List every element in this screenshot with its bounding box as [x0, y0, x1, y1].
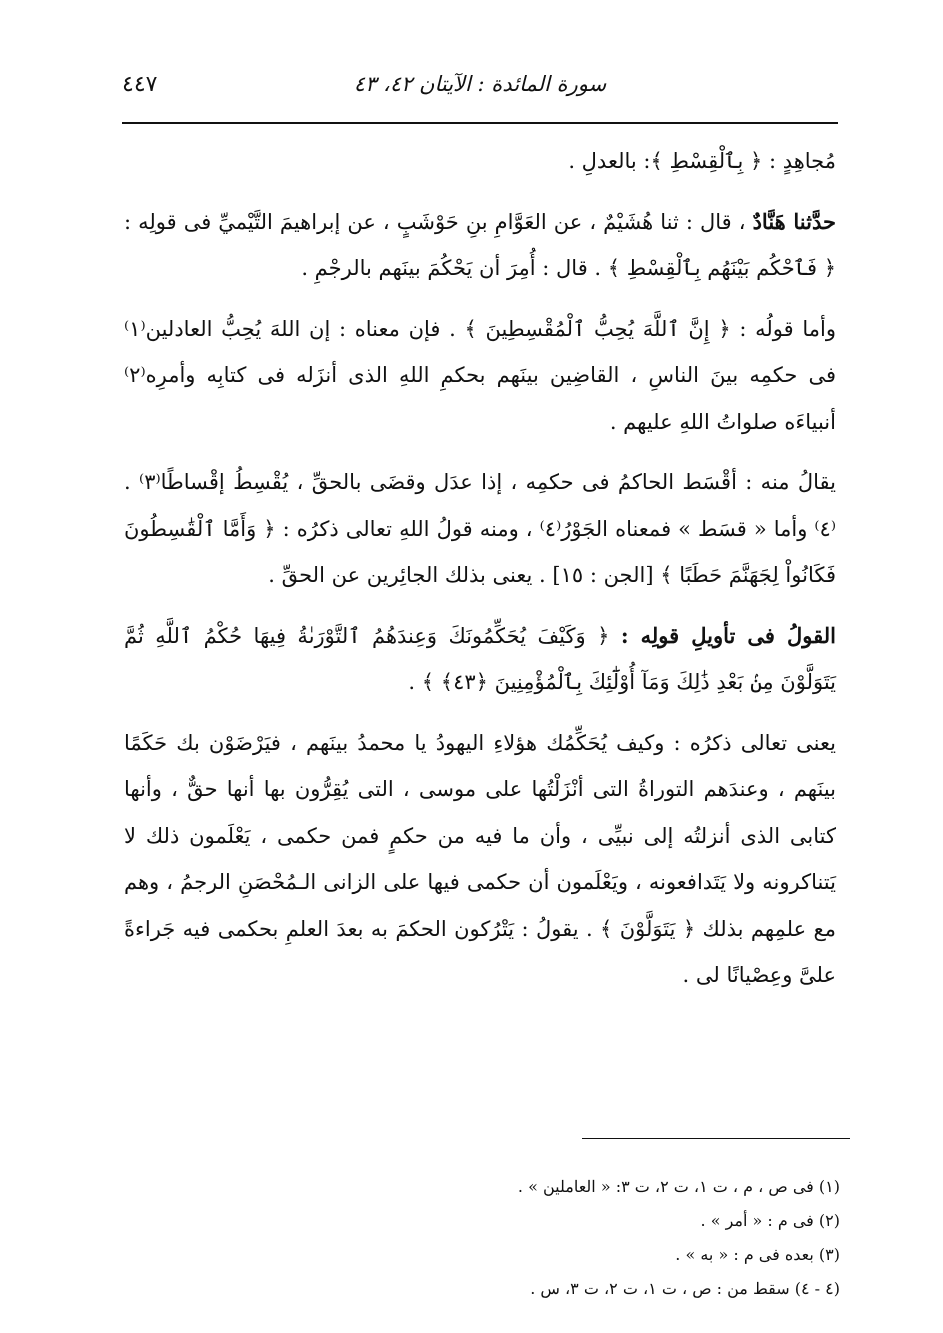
paragraph-3: [124, 306, 836, 446]
paragraph-text: يقالُ منه : أقْسَط الحاكمُ فى حكمِه ، إذا عدَل وقضَى بالحقِّ ، يُقْسِطُ إقْساطًا⁽٣⁾ . ⁽٤⁾ وأما « قسَط » فمعناه الجَوْرُ⁽٤⁾ ، ومنه قولُ اللهِ تعالى ذكرُه : ﴿ وَأَمَّا ٱلْقَٰسِطُونَ فَكَانُواْ لِجَهَنَّمَ حَطَبًا ﴾ [الجن : ١٥] . يعنى بذلك الجائِرين عن الحقِّ .: [124, 470, 836, 587]
footnote-3: (٣) بعده فى م : « به » .: [675, 1245, 840, 1264]
footnote-2: (٢) فى م : « أمر » .: [700, 1211, 840, 1230]
paragraph-4: [124, 459, 836, 599]
footnote-rule: [582, 1138, 850, 1139]
footnotes: [124, 1170, 840, 1306]
main-text: [124, 138, 836, 1013]
running-header: [122, 66, 838, 120]
footnote-4: (٤ - ٤) سقط من : ص ، ت ١، ت ٢، ت ٣، س .: [530, 1279, 840, 1298]
paragraph-6: [124, 720, 836, 999]
paragraph-text: يعنى تعالى ذكرُه : وكيف يُحَكِّمُك هؤلاءِ اليهودُ يا محمدُ بينَهم ، فيَرْضَوْن بك حَكَمًا بينَهم ، وعندَهم التوراةُ التى أنْزَلْتُها على موسى ، التى يُقِرُّون بها أنها حقٌّ ، وأنها كتابى الذى أنزلتُه إلى نبيِّى ، وأن ما فيه من حكمٍ فمن حكمى ، يَعْلَمون ذلك لا يَتناكرونه ولا يَتَدافعونه ، ويَعْلَمون أن حكمى فيها على الزانى الـمُحْصَنِ الرجمُ ، وهم مع علمِهم بذلك ﴿ يَتَوَلَّوْنَ ﴾ . يقولُ : يَتْرُكون الحكمَ به بعدَ العلمِ بحكمى فيه جَراءةً علىَّ وعِصْيانًا لى .: [124, 730, 836, 987]
paragraph-text: مُجاهِدٍ : ﴿ بِٱلْقِسْطِ ﴾: بالعدلِ .: [568, 149, 836, 173]
paragraph-text: ، قال : ثنا هُشَيْمٌ ، عن العَوَّامِ بنِ حَوْشَبٍ ، عن إبراهيمَ التَّيْميِّ فى قولِه : ﴿ فَٱحْكُم بَيْنَهُم بِٱلْقِسْطِ ﴾ . قال : أُمِرَ أن يَحْكُمَ بينَهم بالرجْمِ .: [124, 209, 836, 280]
paragraph-1: [124, 138, 836, 185]
paragraph-2: [124, 199, 836, 292]
page-number: ٤٤٧: [122, 72, 158, 97]
paragraph-bold-lead: حدَّثنا هَنَّادٌ: [752, 208, 836, 234]
footnote-1: (١) فى ص ، م ، ت ١، ت ٢، ت ٣: « العاملين » .: [517, 1177, 840, 1196]
paragraph-text: ﴿ وَكَيْفَ يُحَكِّمُونَكَ وَعِندَهُمُ ٱلتَّوْرَىٰةُ فِيهَا حُكْمُ ٱللَّهِ ثُمَّ يَتَوَلَّوْنَ مِنۢ بَعْدِ ذَٰلِكَ وَمَآ أُوْلَٰٓئِكَ بِٱلْمُؤْمِنِينَ ﴿٤٣﴾ ﴾ .: [124, 623, 836, 694]
header-rule: [122, 122, 838, 124]
paragraph-text: وأما قولُه : ﴿ إِنَّ ٱللَّهَ يُحِبُّ ٱلْمُقْسِطِينَ ﴾ . فإن معناه : إن اللهَ يُحِبُّ العادلين⁽١⁾ فى حكمِه بينَ الناسِ ، القاضِين بينَهم بحكمِ اللهِ الذى أنزَله فى كتابِه وأمرِه⁽٢⁾ أنبياءَه صلواتُ اللهِ عليهم .: [124, 316, 836, 434]
paragraph-bold-lead: القولُ فى تأويلِ قولِه :: [620, 622, 836, 648]
running-title: سورة المائدة : الآيتان ٤٢، ٤٣: [353, 72, 607, 96]
paragraph-5: [124, 613, 836, 706]
